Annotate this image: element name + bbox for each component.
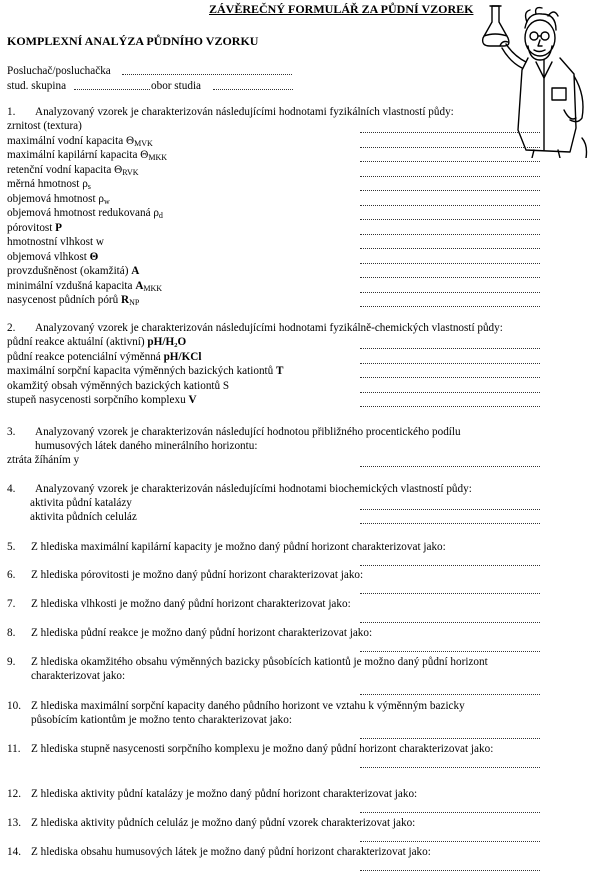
- question-number: 11.: [7, 743, 21, 755]
- question-9: [7, 656, 488, 669]
- q1-item-field[interactable]: [360, 190, 540, 191]
- q1-item-label: [7, 280, 162, 293]
- question-text: Z hlediska vlhkosti je možno daný půdní horizont charakterizovat jako:: [31, 598, 351, 610]
- item-text: půdní reakce aktuální (aktivní): [7, 336, 148, 348]
- answer-field[interactable]: [360, 622, 540, 623]
- item-symbol: P: [55, 221, 63, 234]
- q1-item-label: [7, 265, 139, 278]
- answer-field[interactable]: [360, 767, 540, 768]
- answer-field[interactable]: [360, 651, 540, 652]
- item-symbol: Θ: [89, 250, 99, 263]
- q1-item-label: [7, 120, 82, 133]
- question-number: 14.: [7, 846, 21, 858]
- item-text: nasycenost půdních pórů: [7, 294, 122, 306]
- item-text: měrná hmotnost ρ: [7, 178, 88, 190]
- question-text-continued: charakterizovat jako:: [31, 670, 126, 682]
- question-number: 13.: [7, 817, 21, 829]
- question-text: Z hlediska aktivity půdní katalázy je možno daný půdní horizont charakterizovat jako:: [31, 788, 418, 800]
- q4-item-field[interactable]: [360, 509, 540, 510]
- question-number: 5.: [7, 541, 16, 553]
- question-12: [7, 788, 417, 801]
- q4-item-label: aktivita půdní katalázy: [30, 497, 132, 509]
- q3-item-field[interactable]: [360, 466, 540, 467]
- question-10: [7, 700, 465, 713]
- q4-item-label: aktivita půdních celuláz: [30, 511, 137, 523]
- q1-item-label: [7, 251, 98, 264]
- question-2-text: Analyzovaný vzorek je charakterizován následujícími hodnotami fyzikálně-chemických vlastností půdy:: [35, 322, 503, 334]
- q1-item-field[interactable]: [360, 277, 540, 278]
- question-13: [7, 817, 415, 830]
- q2-item-label: [7, 351, 202, 364]
- q2-item-field[interactable]: [360, 363, 540, 364]
- answer-field[interactable]: [360, 694, 540, 695]
- question-3-number: 3.: [7, 426, 16, 438]
- q1-item-field[interactable]: [360, 292, 540, 293]
- q1-item-label: [7, 193, 110, 206]
- item-text: minimální vzdušná kapacita: [7, 279, 136, 292]
- answer-field[interactable]: [360, 841, 540, 842]
- question-1: [7, 106, 454, 119]
- question-8: [7, 627, 372, 640]
- question-text: Z hlediska obsahu humusových látek je možno daný půdní horizont charakterizovat jako:: [31, 846, 431, 858]
- form-subtitle: KOMPLEXNÍ ANALÝZA PŮDNÍHO VZORKU: [7, 34, 259, 48]
- q1-item-label: [7, 178, 91, 191]
- question-text: Z hlediska aktivity půdních celuláz je možno daný půdní vzorek charakterizovat jako:: [31, 817, 416, 829]
- item-symbol: T: [276, 365, 284, 377]
- item-subscript: w: [103, 196, 110, 206]
- item-subscript: MVK: [134, 138, 153, 148]
- question-2-number: 2.: [7, 322, 16, 334]
- field-of-study-label: obor studia: [151, 80, 202, 92]
- question-14: [7, 846, 431, 859]
- q1-item-field[interactable]: [360, 147, 540, 148]
- item-text: půdní reakce potenciální výměnná: [7, 350, 164, 363]
- item-symbol: pH/KCl: [163, 350, 202, 363]
- q1-item-label: [7, 222, 62, 235]
- item-symbol: A: [131, 265, 140, 277]
- q1-item-label: [7, 207, 163, 220]
- student-field[interactable]: [122, 74, 292, 75]
- group-field[interactable]: [74, 89, 150, 90]
- question-number: 9.: [7, 656, 16, 668]
- q1-item-field[interactable]: [360, 176, 540, 177]
- question-1-number: 1.: [7, 106, 16, 118]
- question-text: Z hlediska maximální kapilární kapacity je možno daný půdní horizont charakterizovat jako:: [31, 541, 446, 553]
- question-3-text-2: humusových látek daného minerálního horizontu:: [35, 440, 258, 452]
- question-4: [7, 483, 472, 496]
- question-6: [7, 569, 363, 582]
- question-1-text: Analyzovaný vzorek je charakterizován následujícími hodnotami fyzikálních vlastností půdy:: [35, 106, 454, 118]
- item-symbol: pH/H₂O: [147, 336, 187, 348]
- question-text-continued: působícím kationtům je možno tento charakterizovat jako:: [31, 714, 292, 726]
- group-label: stud. skupina: [7, 80, 67, 92]
- item-subscript: MKK: [143, 283, 163, 293]
- answer-field[interactable]: [360, 812, 540, 813]
- q1-item-field[interactable]: [360, 161, 540, 162]
- item-text: maximální sorpční kapacita výměnných bazických kationtů: [7, 365, 277, 377]
- question-3-text-1: Analyzovaný vzorek je charakterizován následující hodnotou přibližného procentického podílu: [35, 426, 461, 438]
- item-text: objemová hmotnost ρ: [7, 192, 104, 205]
- q1-item-field[interactable]: [360, 263, 540, 264]
- question-3: [7, 426, 461, 439]
- q1-item-field[interactable]: [360, 248, 540, 249]
- question-number: 6.: [7, 569, 16, 581]
- question-text: Z hlediska půdní reakce je možno daný půdní horizont charakterizovat jako:: [31, 627, 373, 639]
- item-symbol: A: [135, 279, 144, 292]
- field-of-study-field[interactable]: [213, 89, 293, 90]
- item-text: pórovitost: [7, 221, 56, 234]
- student-label: Posluchač/posluchačka: [7, 65, 111, 77]
- q2-item-field[interactable]: [360, 392, 540, 393]
- form-title: ZÁVĚREČNÝ FORMULÁŘ ZA PŮDNÍ VZOREK: [209, 2, 474, 16]
- answer-field[interactable]: [360, 565, 540, 566]
- scientist-illustration: [478, 0, 590, 158]
- question-number: 7.: [7, 598, 16, 610]
- item-subscript: MKK: [148, 153, 168, 162]
- q2-item-field[interactable]: [360, 377, 540, 378]
- answer-field[interactable]: [360, 738, 540, 739]
- question-2: [7, 322, 503, 335]
- q1-item-field[interactable]: [360, 234, 540, 235]
- question-text: Z hlediska stupně nasycenosti sorpčního komplexu je možno daný půdní horizont charakterizovat jako:: [31, 743, 494, 755]
- item-text: zrnitost (textura): [7, 120, 82, 132]
- item-subscript: RVK: [122, 167, 139, 177]
- item-text: hmotnostní vlhkost w: [7, 236, 104, 248]
- q1-item-field[interactable]: [360, 219, 540, 220]
- q1-item-label: [7, 149, 167, 162]
- question-text: Z hlediska maximální sorpční kapacity daného půdního horizont ve vztahu k výměnným bazicky: [31, 700, 465, 712]
- answer-field[interactable]: [360, 593, 540, 594]
- item-symbol: V: [188, 394, 197, 406]
- question-number: 10.: [7, 700, 21, 712]
- q2-item-label: [7, 394, 197, 407]
- q1-item-field[interactable]: [360, 132, 540, 133]
- item-subscript: d: [158, 211, 163, 220]
- question-4-number: 4.: [7, 483, 16, 495]
- item-text: stupeň nasycenosti sorpčního komplexu: [7, 394, 189, 406]
- item-text: objemová hmotnost redukovaná ρ: [7, 207, 159, 219]
- item-text: maximální vodní kapacita Θ: [7, 134, 135, 147]
- q1-item-label: [7, 236, 104, 249]
- item-text: okamžitý obsah výměnných bazických kationtů S: [7, 379, 230, 392]
- item-symbol: R: [121, 294, 130, 306]
- q2-item-field[interactable]: [360, 406, 540, 407]
- question-4-text: Analyzovaný vzorek je charakterizován následujícími hodnotami biochemických vlastností půdy:: [35, 483, 472, 495]
- item-subscript: s: [87, 182, 91, 191]
- q1-item-field[interactable]: [360, 205, 540, 206]
- q1-item-label: [7, 294, 139, 307]
- q1-item-field[interactable]: [360, 306, 540, 307]
- item-text: objemová vlhkost: [7, 250, 90, 263]
- item-text: maximální kapilární kapacita Θ: [7, 149, 149, 161]
- q2-item-label: [7, 336, 186, 349]
- question-text: Z hlediska okamžitého obsahu výměnných bazicky působících kationtů je možno daný půdní horizont: [31, 656, 488, 668]
- q3-item-label: ztráta žíháním y: [7, 454, 80, 466]
- item-text: retenční vodní kapacita Θ: [7, 163, 123, 176]
- item-subscript: NP: [129, 298, 140, 307]
- answer-field[interactable]: [360, 870, 540, 871]
- q2-item-label: [7, 380, 229, 393]
- question-number: 8.: [7, 627, 16, 639]
- q2-item-label: [7, 365, 284, 378]
- question-number: 12.: [7, 788, 21, 800]
- q1-item-label: [7, 164, 139, 177]
- question-text: Z hlediska pórovitosti je možno daný půdní horizont charakterizovat jako:: [31, 569, 364, 581]
- q4-item-field[interactable]: [360, 523, 540, 524]
- question-11: [7, 743, 493, 756]
- question-5: [7, 541, 446, 554]
- question-7: [7, 598, 351, 611]
- q1-item-label: [7, 135, 153, 148]
- q2-item-field[interactable]: [360, 348, 540, 349]
- item-text: provzdušněnost (okamžitá): [7, 265, 132, 277]
